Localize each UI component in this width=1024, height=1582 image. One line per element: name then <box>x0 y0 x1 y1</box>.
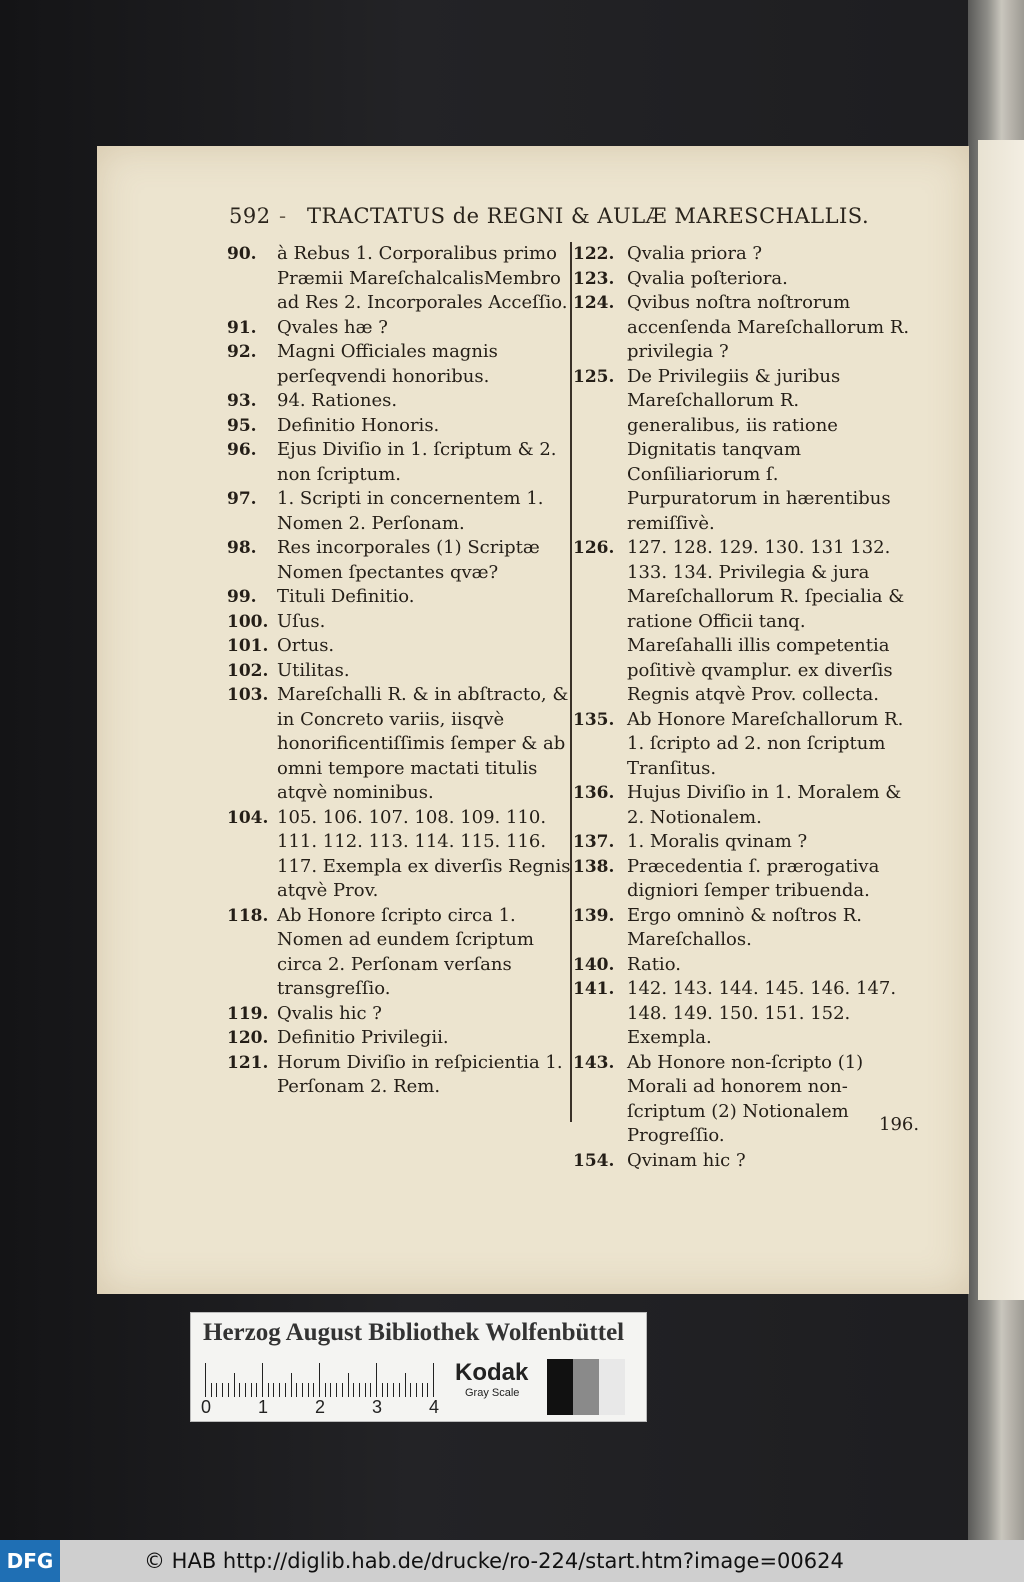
ruler-tick <box>342 1383 343 1397</box>
index-entry <box>573 904 913 953</box>
ruler-tick <box>416 1383 417 1397</box>
entry-number: 90. <box>227 244 257 264</box>
entry-number: 97. <box>227 489 257 509</box>
entry-number: 154. <box>573 1150 615 1171</box>
ruler-tick <box>376 1363 377 1397</box>
entry-number: 102. <box>227 660 269 681</box>
index-entry <box>573 291 913 365</box>
entry-text: Res incorporales (1) Scriptæ Nomen ſpectantes qvæ? <box>277 537 540 583</box>
ruler-tick <box>273 1383 274 1397</box>
entry-text: Mareſchalli R. & in abſtracto, & in Concreto variis, iisqvè honorificentiſſimis ſemper & ab omni tempore mactati titulis atqvè nominibus. <box>277 684 569 803</box>
entry-text: Qvales hæ ? <box>277 316 388 338</box>
index-entry <box>573 855 913 904</box>
ruler-tick <box>285 1383 286 1397</box>
entry-number: 119. <box>227 1003 269 1024</box>
entry-text: 1. Scripti in concernentem 1. Nomen 2. Perſonam. <box>277 488 544 534</box>
entry-text: Præcedentia ſ. prærogativa digniori ſemper tribuenda. <box>627 855 880 901</box>
book-page <box>97 146 969 1294</box>
next-page-edge <box>978 140 1024 1300</box>
page-number: 592 <box>229 204 271 228</box>
entry-text: Qvibus noſtra noſtrorum accenſenda Mareſchallorum R. privilegia ? <box>627 292 910 362</box>
scale-ruler <box>205 1361 437 1397</box>
dfg-logo: DFG <box>0 1540 60 1582</box>
entry-number: 122. <box>573 244 615 264</box>
page-title: TRACTATUS de REGNI & AULÆ MARESCHALLIS. <box>307 204 870 228</box>
footer-bar <box>0 1540 1024 1582</box>
index-entry <box>227 634 573 659</box>
ruler-tick <box>325 1383 326 1397</box>
index-entry <box>227 585 573 610</box>
entry-text: Ratio. <box>627 953 681 975</box>
gray-swatch-black <box>547 1359 573 1415</box>
ruler-tick <box>205 1363 206 1397</box>
index-entry <box>227 1026 573 1051</box>
ruler-tick <box>262 1363 263 1397</box>
ruler-tick <box>405 1373 406 1397</box>
entry-text: Utilitas. <box>277 659 350 681</box>
ruler-number: 4 <box>429 1397 440 1417</box>
index-entry <box>573 1051 913 1149</box>
index-entry <box>573 781 913 830</box>
ruler-tick <box>330 1383 331 1397</box>
index-entry <box>227 438 573 487</box>
index-entry <box>227 242 573 316</box>
entry-text: 127. 128. 129. 130. 131 132. 133. 134. Privilegia & jura Mareſchallorum R. ſpecialia & ratione Officii tanq. Mareſahalli illis competentia poſitivè qvamplur. ex diverſis Regnis atqvè Prov. collecta. <box>627 537 905 705</box>
left-column <box>227 242 573 1100</box>
index-entry <box>573 953 913 978</box>
index-entry <box>227 414 573 439</box>
copyright-link[interactable]: © HAB http://diglib.hab.de/drucke/ro-224/start.htm?image=00624 <box>144 1549 844 1573</box>
ruler-tick <box>365 1383 366 1397</box>
index-entry <box>227 316 573 341</box>
column-rule <box>570 242 572 1122</box>
header-separator: - <box>279 204 287 228</box>
index-entry <box>573 708 913 782</box>
ruler-tick <box>422 1383 423 1397</box>
ruler-tick <box>222 1383 223 1397</box>
index-entry <box>227 610 573 635</box>
index-entry <box>573 977 913 1051</box>
entry-text: 142. 143. 144. 145. 146. 147. 148. 149. 150. 151. 152. Exempla. <box>627 978 897 1048</box>
ruler-numbers <box>201 1397 441 1417</box>
ruler-tick <box>319 1363 320 1397</box>
ruler-number: 2 <box>315 1397 326 1417</box>
entry-number: 125. <box>573 366 615 387</box>
entry-text: Ab Honore non-ſcripto (1) Morali ad honorem non-ſcriptum (2) Notionalem Progreſſio. <box>627 1051 864 1146</box>
entry-text: 1. Moralis qvinam ? <box>627 831 808 852</box>
ruler-tick <box>302 1383 303 1397</box>
ruler-tick <box>348 1373 349 1397</box>
gray-scale-label: Gray Scale <box>465 1387 520 1399</box>
entry-text: Tituli Definitio. <box>277 586 415 607</box>
entry-number: 123. <box>573 268 615 289</box>
entry-text: Ortus. <box>277 635 335 656</box>
entry-number: 92. <box>227 342 257 362</box>
entry-number: 98. <box>227 538 257 558</box>
ruler-tick <box>387 1383 388 1397</box>
ruler-number: 0 <box>201 1397 212 1417</box>
ruler-tick <box>256 1383 257 1397</box>
entry-number: 91. <box>227 317 257 338</box>
entry-text: à Rebus 1. Corporalibus primo Præmii MareſchalcalisMembro ad Res 2. Incorporales Acceſſio. <box>277 243 568 313</box>
ruler-tick <box>353 1383 354 1397</box>
entry-number: 137. <box>573 832 615 852</box>
index-entry <box>573 242 913 267</box>
ruler-tick <box>399 1383 400 1397</box>
ruler-tick <box>308 1383 309 1397</box>
index-entry <box>227 536 573 585</box>
ruler-tick <box>279 1383 280 1397</box>
entry-text: 94. Rationes. <box>277 390 398 411</box>
ruler-tick <box>228 1383 229 1397</box>
running-header <box>229 204 949 240</box>
ruler-tick <box>234 1373 235 1397</box>
index-entry <box>227 904 573 1002</box>
entry-number: 104. <box>227 807 269 828</box>
entry-number: 135. <box>573 709 615 730</box>
index-entry <box>227 340 573 389</box>
ruler-tick <box>313 1383 314 1397</box>
ruler-number: 1 <box>258 1397 269 1417</box>
index-entry <box>573 1149 913 1174</box>
entry-number: 136. <box>573 783 615 803</box>
ruler-tick <box>216 1383 217 1397</box>
ruler-tick <box>268 1383 269 1397</box>
entry-text: Qvalis hic ? <box>277 1002 382 1024</box>
entry-text: Ejus Diviſio in 1. ſcriptum & 2. non ſcriptum. <box>277 439 557 485</box>
entry-text: Definitio Honoris. <box>277 414 440 436</box>
ruler-tick <box>291 1373 292 1397</box>
index-entry <box>227 1051 573 1100</box>
kodak-logo: Kodak <box>455 1359 529 1386</box>
index-entry <box>227 683 573 806</box>
entry-text: Definitio Privilegii. <box>277 1027 449 1048</box>
entry-number: 120. <box>227 1028 269 1048</box>
ruler-tick <box>336 1383 337 1397</box>
entry-text: Qvalia priora ? <box>627 243 763 264</box>
entry-number: 96. <box>227 440 257 460</box>
entry-text: Magni Officiales magnis perſeqvendi honoribus. <box>277 341 498 387</box>
library-name: Herzog August Bibliothek Wolfenbüttel <box>203 1319 625 1346</box>
entry-number: 124. <box>573 293 615 313</box>
entry-text: 105. 106. 107. 108. 109. 110. 111. 112. 113. 114. 115. 116. 117. Exempla ex diverſis Regnis atqvè Prov. <box>277 806 571 901</box>
entry-number: 141. <box>573 979 615 999</box>
entry-text: Ab Honore Mareſchallorum R. 1. ſcripto ad 2. non ſcriptum Tranſitus. <box>627 708 904 779</box>
entry-text: Qvinam hic ? <box>627 1149 746 1171</box>
catchword: 196. <box>879 1114 920 1135</box>
entry-number: 138. <box>573 856 615 877</box>
entry-number: 143. <box>573 1052 615 1073</box>
library-color-chart <box>190 1312 647 1422</box>
entry-text: Ab Honore ſcripto circa 1. Nomen ad eundem ſcriptum circa 2. Perſonam verſans transgreſſio. <box>277 904 534 999</box>
ruler-number: 3 <box>372 1397 383 1417</box>
index-entry <box>227 487 573 536</box>
ruler-tick <box>427 1383 428 1397</box>
entry-number: 103. <box>227 685 269 705</box>
index-entry <box>227 389 573 414</box>
entry-number: 126. <box>573 538 615 558</box>
entry-number: 95. <box>227 415 257 436</box>
index-entry <box>573 536 913 708</box>
index-entry <box>227 806 573 904</box>
entry-number: 99. <box>227 587 257 607</box>
entry-number: 139. <box>573 905 615 926</box>
gray-swatch-mid <box>573 1359 599 1415</box>
ruler-tick <box>433 1363 434 1397</box>
ruler-tick <box>211 1383 212 1397</box>
ruler-tick <box>296 1383 297 1397</box>
entry-text: Uſus. <box>277 610 326 632</box>
entry-text: Ergo omninò & noſtros R. Mareſchallos. <box>627 904 862 950</box>
entry-text: De Privilegiis & juribus Mareſchallorum R. generalibus, iis ratione Dignitatis tanqvam Conſiliariorum ſ. Purpuratorum in hærentibus remiſſivè. <box>627 365 891 534</box>
ruler-tick <box>393 1383 394 1397</box>
ruler-tick <box>382 1383 383 1397</box>
entry-number: 140. <box>573 954 615 975</box>
entry-text: Qvalia poſteriora. <box>627 267 788 289</box>
index-entry <box>573 267 913 292</box>
ruler-tick <box>245 1383 246 1397</box>
ruler-tick <box>410 1383 411 1397</box>
index-entry <box>227 1002 573 1027</box>
entry-number: 100. <box>227 611 269 632</box>
ruler-tick <box>359 1383 360 1397</box>
entry-number: 121. <box>227 1052 269 1073</box>
entry-text: Horum Diviſio in reſpicientia 1. Perſonam 2. Rem. <box>277 1051 563 1097</box>
ruler-tick <box>251 1383 252 1397</box>
index-entry <box>573 365 913 537</box>
right-column <box>573 242 913 1173</box>
index-entry <box>227 659 573 684</box>
index-entry <box>573 830 913 855</box>
entry-number: 101. <box>227 636 269 656</box>
ruler-tick <box>370 1383 371 1397</box>
entry-number: 93. <box>227 391 257 411</box>
gray-swatch-light <box>599 1359 625 1415</box>
entry-text: Hujus Diviſio in 1. Moralem & 2. Notionalem. <box>627 782 902 828</box>
ruler-tick <box>239 1383 240 1397</box>
entry-number: 118. <box>227 905 269 926</box>
